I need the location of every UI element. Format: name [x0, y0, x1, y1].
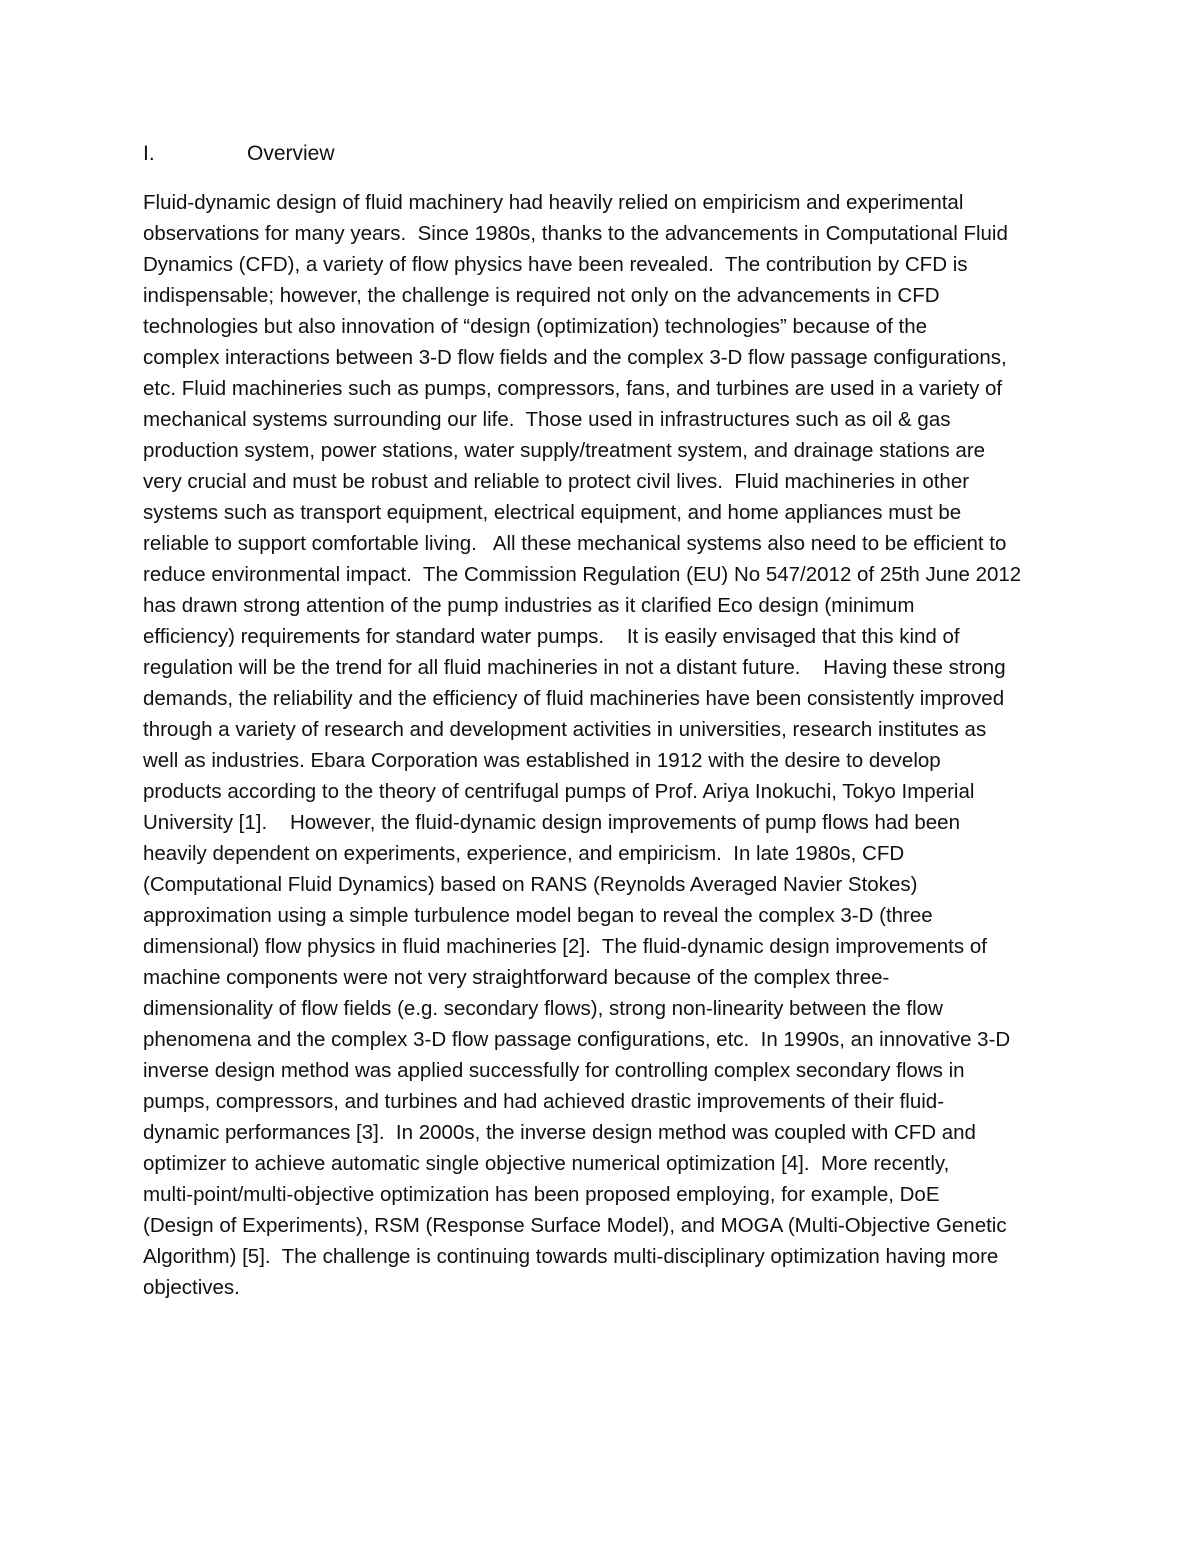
paragraph-line: Algorithm) [5]. The challenge is continuing towards multi-disciplinary optimization having more [143, 1245, 999, 1268]
paragraph-line: heavily dependent on experiments, experience, and empiricism. In late 1980s, CFD [143, 842, 905, 865]
section-title: Overview [247, 142, 335, 165]
paragraph-line: approximation using a simple turbulence model began to reveal the complex 3-D (three [143, 904, 933, 927]
paragraph-line: complex interactions between 3-D flow fields and the complex 3-D flow passage configurations, [143, 346, 1007, 369]
paragraph-line: demands, the reliability and the efficiency of fluid machineries have been consistently improved [143, 687, 1005, 710]
paragraph-line: through a variety of research and development activities in universities, research institutes as [143, 718, 987, 741]
paragraph-line: Dynamics (CFD), a variety of flow physics have been revealed. The contribution by CFD is [143, 253, 968, 276]
paragraph-line: indispensable; however, the challenge is required not only on the advancements in CFD [143, 284, 940, 307]
paragraph-line: very crucial and must be robust and reliable to protect civil lives. Fluid machineries in other [143, 470, 970, 493]
paragraph-line: systems such as transport equipment, electrical equipment, and home appliances must be [143, 501, 962, 524]
paragraph-line: observations for many years. Since 1980s, thanks to the advancements in Computational Fluid [143, 222, 1008, 245]
paragraph-line: products according to the theory of centrifugal pumps of Prof. Ariya Inokuchi, Tokyo Imperial [143, 780, 975, 803]
paragraph-line: pumps, compressors, and turbines and had achieved drastic improvements of their fluid- [143, 1090, 945, 1113]
paragraph-line: well as industries. Ebara Corporation was established in 1912 with the desire to develop [143, 749, 941, 772]
paragraph-line: optimizer to achieve automatic single objective numerical optimization [4]. More recently, [143, 1152, 950, 1175]
paragraph-line: (Design of Experiments), RSM (Response Surface Model), and MOGA (Multi-Objective Genetic [143, 1214, 1007, 1237]
paragraph-line: (Computational Fluid Dynamics) based on RANS (Reynolds Averaged Navier Stokes) [143, 873, 918, 896]
paragraph-line: mechanical systems surrounding our life. Those used in infrastructures such as oil & gas [143, 408, 951, 431]
paragraph-line: production system, power stations, water supply/treatment system, and drainage stations are [143, 439, 986, 462]
paragraph-line: dynamic performances [3]. In 2000s, the inverse design method was coupled with CFD and [143, 1121, 976, 1144]
paragraph-line: dimensionality of flow fields (e.g. secondary flows), strong non-linearity between the flow [143, 997, 943, 1020]
section-heading [143, 142, 335, 166]
paragraph-line: phenomena and the complex 3-D flow passage configurations, etc. In 1990s, an innovative 3-D [143, 1028, 1011, 1051]
paragraph-line: inverse design method was applied successfully for controlling complex secondary flows in [143, 1059, 965, 1082]
paragraph-line: efficiency) requirements for standard water pumps. It is easily envisaged that this kind of [143, 625, 960, 648]
paragraph-line: reduce environmental impact. The Commission Regulation (EU) No 547/2012 of 25th June 2012 [143, 563, 1022, 586]
body-paragraph [143, 187, 1063, 1303]
paragraph-line: University [1]. However, the fluid-dynamic design improvements of pump flows had been [143, 811, 960, 834]
paragraph-line: technologies but also innovation of “design (optimization) technologies” because of the [143, 315, 928, 338]
paragraph-line: objectives. [143, 1276, 240, 1299]
paragraph-line: reliable to support comfortable living. All these mechanical systems also need to be efficient to [143, 532, 1007, 555]
paragraph-line: Fluid-dynamic design of fluid machinery had heavily relied on empiricism and experimental [143, 191, 964, 214]
paragraph-line: etc. Fluid machineries such as pumps, compressors, fans, and turbines are used in a variety of [143, 377, 1003, 400]
paragraph-line: multi-point/multi-objective optimization has been proposed employing, for example, DoE [143, 1183, 940, 1206]
section-number: I. [143, 142, 155, 165]
paragraph-line: regulation will be the trend for all fluid machineries in not a distant future. Having these strong [143, 656, 1006, 679]
paragraph-line: dimensional) flow physics in fluid machineries [2]. The fluid-dynamic design improvements of [143, 935, 987, 958]
paragraph-line: machine components were not very straightforward because of the complex three- [143, 966, 890, 989]
paragraph-line: has drawn strong attention of the pump industries as it clarified Eco design (minimum [143, 594, 915, 617]
